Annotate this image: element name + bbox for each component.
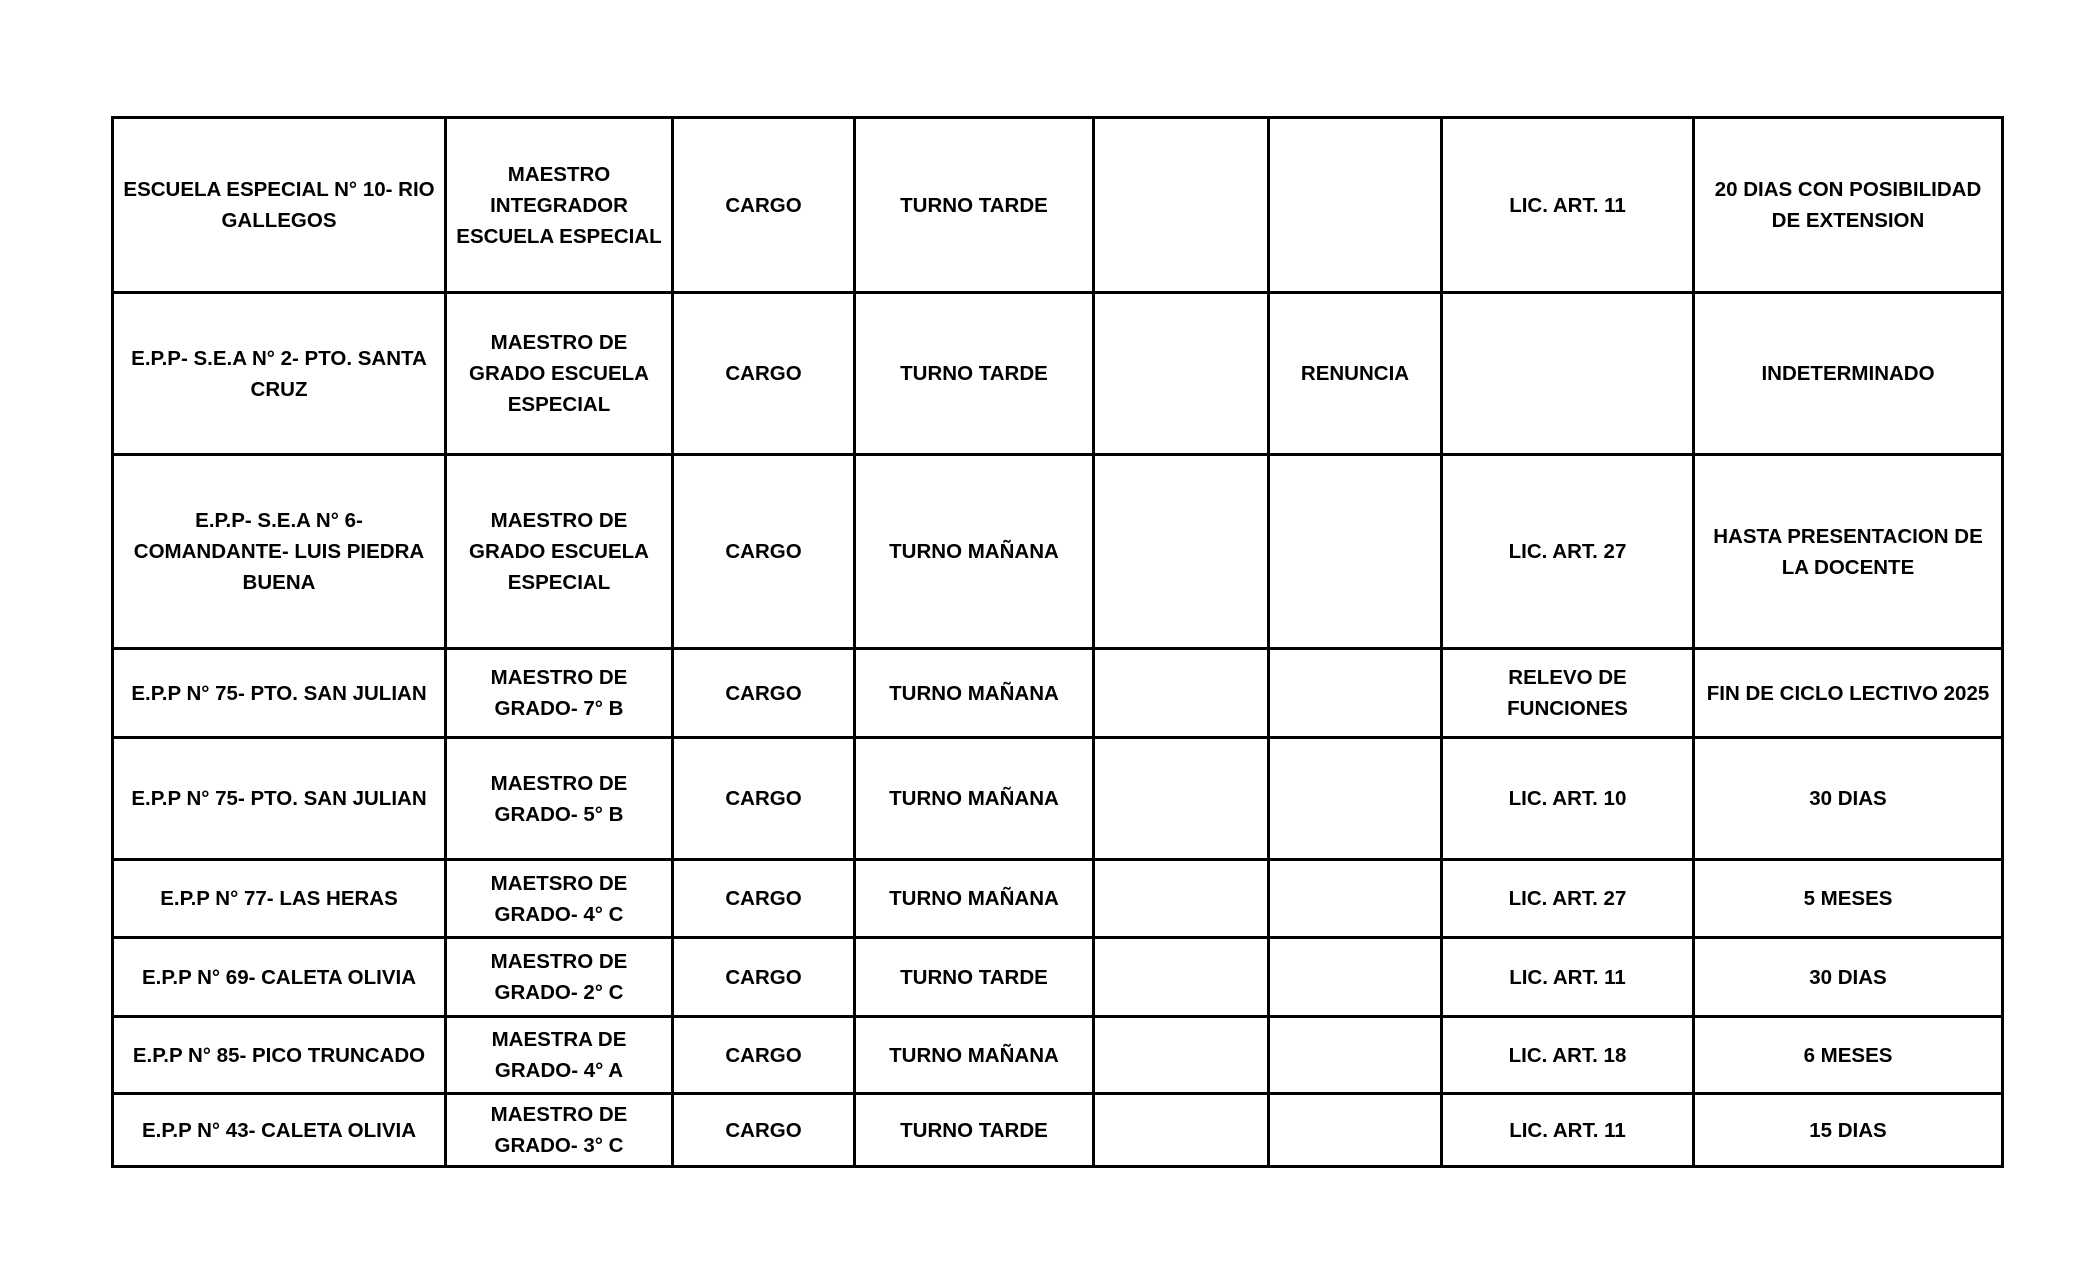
type-cell: CARGO xyxy=(673,1017,855,1094)
school-cell: E.P.P N° 77- LAS HERAS xyxy=(113,860,446,938)
table-row xyxy=(113,1017,2003,1094)
duration-cell: 20 DIAS CON POSIBILIDAD DE EXTENSION xyxy=(1694,118,2003,293)
duration-cell: FIN DE CICLO LECTIVO 2025 xyxy=(1694,649,2003,738)
reason-cell xyxy=(1269,738,1442,860)
empty-cell xyxy=(1094,938,1269,1017)
reason-cell xyxy=(1269,860,1442,938)
empty-cell xyxy=(1094,118,1269,293)
leave-cell: LIC. ART. 11 xyxy=(1442,1094,1694,1167)
shift-cell: TURNO MAÑANA xyxy=(855,860,1094,938)
position-cell: MAESTRO DE GRADO- 2° C xyxy=(446,938,673,1017)
duration-cell: 15 DIAS xyxy=(1694,1094,2003,1167)
position-cell: MAETSRO DE GRADO- 4° C xyxy=(446,860,673,938)
type-cell: CARGO xyxy=(673,860,855,938)
empty-cell xyxy=(1094,1094,1269,1167)
duration-cell: HASTA PRESENTACION DE LA DOCENTE xyxy=(1694,455,2003,649)
table-row xyxy=(113,293,2003,455)
vacancies-table xyxy=(111,116,2004,1168)
leave-cell: RELEVO DE FUNCIONES xyxy=(1442,649,1694,738)
position-cell: MAESTRO DE GRADO ESCUELA ESPECIAL xyxy=(446,455,673,649)
position-cell: MAESTRO DE GRADO- 7° B xyxy=(446,649,673,738)
shift-cell: TURNO TARDE xyxy=(855,938,1094,1017)
school-cell: E.P.P- S.E.A N° 6- COMANDANTE- LUIS PIEDRA BUENA xyxy=(113,455,446,649)
reason-cell xyxy=(1269,938,1442,1017)
position-cell: MAESTRO DE GRADO- 3° C xyxy=(446,1094,673,1167)
empty-cell xyxy=(1094,649,1269,738)
empty-cell xyxy=(1094,293,1269,455)
reason-cell xyxy=(1269,649,1442,738)
school-cell: ESCUELA ESPECIAL N° 10- RIO GALLEGOS xyxy=(113,118,446,293)
empty-cell xyxy=(1094,1017,1269,1094)
duration-cell: 30 DIAS xyxy=(1694,738,2003,860)
table-row xyxy=(113,860,2003,938)
type-cell: CARGO xyxy=(673,118,855,293)
type-cell: CARGO xyxy=(673,738,855,860)
position-cell: MAESTRO DE GRADO- 5° B xyxy=(446,738,673,860)
leave-cell: LIC. ART. 11 xyxy=(1442,118,1694,293)
school-cell: E.P.P N° 75- PTO. SAN JULIAN xyxy=(113,738,446,860)
school-cell: E.P.P N° 69- CALETA OLIVIA xyxy=(113,938,446,1017)
leave-cell: LIC. ART. 27 xyxy=(1442,860,1694,938)
school-cell: E.P.P- S.E.A N° 2- PTO. SANTA CRUZ xyxy=(113,293,446,455)
type-cell: CARGO xyxy=(673,1094,855,1167)
duration-cell: 5 MESES xyxy=(1694,860,2003,938)
leave-cell: LIC. ART. 27 xyxy=(1442,455,1694,649)
leave-cell: LIC. ART. 10 xyxy=(1442,738,1694,860)
empty-cell xyxy=(1094,455,1269,649)
table-row xyxy=(113,738,2003,860)
table-row xyxy=(113,455,2003,649)
reason-cell xyxy=(1269,1017,1442,1094)
type-cell: CARGO xyxy=(673,938,855,1017)
leave-cell: LIC. ART. 11 xyxy=(1442,938,1694,1017)
school-cell: E.P.P N° 85- PICO TRUNCADO xyxy=(113,1017,446,1094)
reason-cell xyxy=(1269,455,1442,649)
leave-cell: LIC. ART. 18 xyxy=(1442,1017,1694,1094)
table-row xyxy=(113,938,2003,1017)
position-cell: MAESTRO INTEGRADOR ESCUELA ESPECIAL xyxy=(446,118,673,293)
type-cell: CARGO xyxy=(673,293,855,455)
shift-cell: TURNO TARDE xyxy=(855,118,1094,293)
duration-cell: 30 DIAS xyxy=(1694,938,2003,1017)
duration-cell: 6 MESES xyxy=(1694,1017,2003,1094)
leave-cell xyxy=(1442,293,1694,455)
reason-cell xyxy=(1269,1094,1442,1167)
position-cell: MAESTRA DE GRADO- 4° A xyxy=(446,1017,673,1094)
reason-cell xyxy=(1269,118,1442,293)
table-row xyxy=(113,649,2003,738)
reason-cell: RENUNCIA xyxy=(1269,293,1442,455)
shift-cell: TURNO MAÑANA xyxy=(855,738,1094,860)
empty-cell xyxy=(1094,860,1269,938)
duration-cell: INDETERMINADO xyxy=(1694,293,2003,455)
type-cell: CARGO xyxy=(673,649,855,738)
shift-cell: TURNO TARDE xyxy=(855,293,1094,455)
school-cell: E.P.P N° 75- PTO. SAN JULIAN xyxy=(113,649,446,738)
shift-cell: TURNO TARDE xyxy=(855,1094,1094,1167)
shift-cell: TURNO MAÑANA xyxy=(855,455,1094,649)
position-cell: MAESTRO DE GRADO ESCUELA ESPECIAL xyxy=(446,293,673,455)
table-row xyxy=(113,118,2003,293)
shift-cell: TURNO MAÑANA xyxy=(855,1017,1094,1094)
empty-cell xyxy=(1094,738,1269,860)
type-cell: CARGO xyxy=(673,455,855,649)
table-row xyxy=(113,1094,2003,1167)
shift-cell: TURNO MAÑANA xyxy=(855,649,1094,738)
school-cell: E.P.P N° 43- CALETA OLIVIA xyxy=(113,1094,446,1167)
